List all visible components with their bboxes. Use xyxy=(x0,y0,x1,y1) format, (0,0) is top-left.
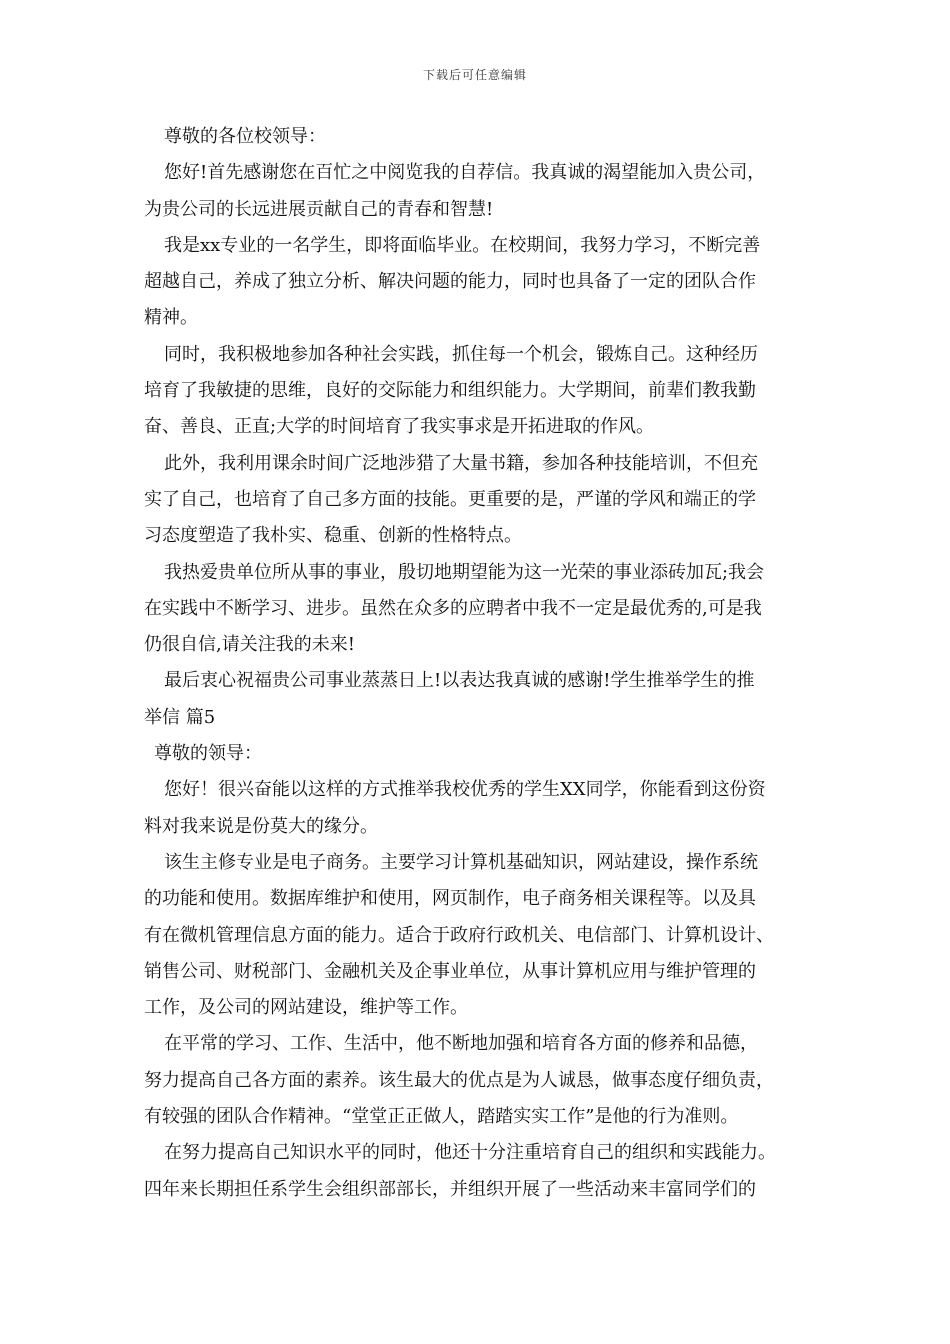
text-line: 努力提高自己各方面的素养。该生最大的优点是为人诚恳，做事态度仔细负责， xyxy=(144,1069,774,1091)
text-line: 超越自己，养成了独立分析、解决问题的能力，同时也具备了一定的团队合作 xyxy=(144,271,756,293)
text-line: 尊敬的领导： xyxy=(154,743,262,765)
text-line: 销售公司、财税部门、金融机关及企事业单位，从事计算机应用与维护管理的 xyxy=(144,960,756,982)
text-line: 仍很自信,请关注我的未来! xyxy=(144,634,355,656)
text-line: 有在微机管理信息方面的能力。适合于政府行政机关、电信部门、计算机设计、 xyxy=(144,924,774,946)
text-line: 精神。 xyxy=(144,307,198,329)
text-line: 为贵公司的长远进展贡献自己的青春和智慧! xyxy=(144,198,494,220)
text-line: 工作，及公司的网站建设，维护等工作。 xyxy=(144,997,468,1019)
text-line: 在实践中不断学习、进步。虽然在众多的应聘者中我不一定是最优秀的,可是我 xyxy=(144,597,762,619)
text-line: 在平常的学习、工作、生活中，他不断地加强和培育各方面的修养和品德， xyxy=(164,1033,758,1055)
text-line: 尊敬的各位校领导： xyxy=(164,126,326,147)
text-line: 奋、善良、正直;大学的时间培育了我实事求是开拓进取的作风。 xyxy=(144,416,655,438)
text-line: 料对我来说是份莫大的缘分。 xyxy=(144,815,378,837)
text-line: 举信 篇5 xyxy=(144,706,216,728)
text-line: 有较强的团队合作精神。“堂堂正正做人，踏踏实实工作”是他的行为准则。 xyxy=(144,1106,739,1128)
text-line: 我是xx专业的一名学生，即将面临毕业。在校期间，我努力学习，不断完善 xyxy=(164,234,761,256)
letter-body xyxy=(144,119,820,1208)
text-line: 在努力提高自己知识水平的同时，他还十分注重培育自己的组织和实践能力。 xyxy=(164,1142,776,1164)
text-line: 同时，我积极地参加各种社会实践，抓住每一个机会，锻炼自己。这种经历 xyxy=(164,343,758,365)
text-line: 您好!首先感谢您在百忙之中阅览我的自荐信。我真诚的渴望能加入贵公司， xyxy=(164,162,766,184)
text-line: 培育了我敏捷的思维，良好的交际能力和组织能力。大学期间，前辈们教我勤 xyxy=(144,380,756,402)
text-line: 四年来长期担任系学生会组织部部长，并组织开展了一些活动来丰富同学们的 xyxy=(144,1178,756,1200)
text-line: 习态度塑造了我朴实、稳重、创新的性格特点。 xyxy=(144,525,522,547)
text-line: 实了自己，也培育了自己多方面的技能。更重要的是，严谨的学风和端正的学 xyxy=(144,488,756,510)
text-line: 我热爱贵单位所从事的事业，殷切地期望能为这一光荣的事业添砖加瓦;我会 xyxy=(164,561,765,583)
text-line: 的功能和使用。数据库维护和使用，网页制作，电子商务相关课程等。以及具 xyxy=(144,888,756,910)
text-line: 最后衷心祝福贵公司事业蒸蒸日上!以表达我真诚的感谢!学生推举学生的推 xyxy=(164,670,755,692)
page-header: 下载后可任意编辑 xyxy=(422,68,527,82)
text-line: 该生主修专业是电子商务。主要学习计算机基础知识，网站建设，操作系统 xyxy=(164,851,758,873)
text-line: 您好！很兴奋能以这样的方式推举我校优秀的学生XX同学，你能看到这份资 xyxy=(164,779,766,801)
text-line: 此外，我利用课余时间广泛地涉猎了大量书籍，参加各种技能培训，不但充 xyxy=(164,452,758,474)
